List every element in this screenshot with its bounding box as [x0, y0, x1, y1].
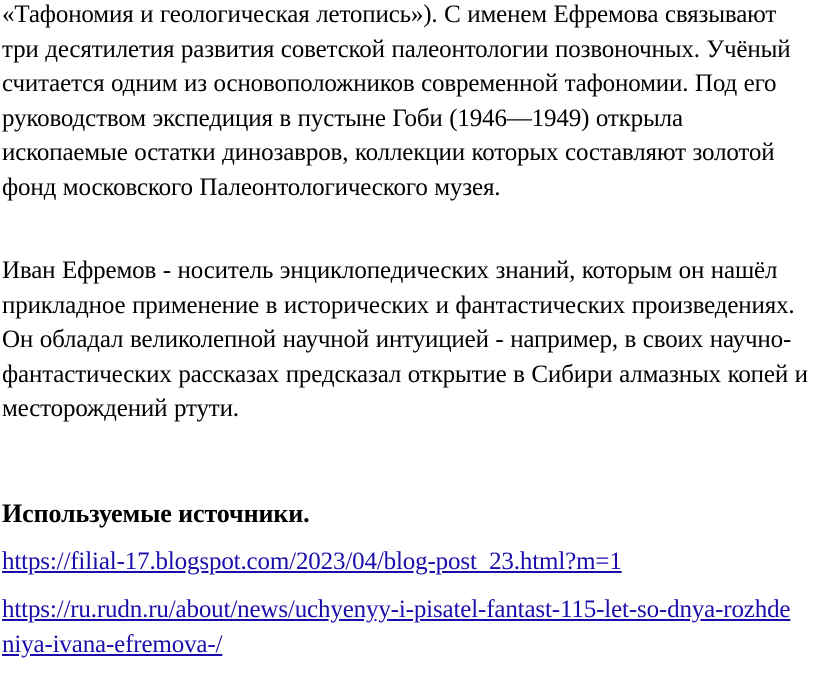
- source-link-rudn[interactable]: https://ru.rudn.ru/about/news/uchyenyy-i-pisatel-fantast-115-let-so-dnya-rozhdeniya-ivana-efremova-/: [2, 596, 791, 658]
- paragraph-efremov-paleontology: «Тафономия и геологическая летопись»). С именем Ефремова связывают три десятилетия развития советской палеонтологии позвоночных. Учёный считается одним из основоположников современной тафономии. Под его руководством экспедиция в пустыне Гоби (1946—1949) открыла ископаемые остатки динозавров, коллекции которых составляют золотой фонд московского Палеонтологического музея.: [2, 1, 791, 201]
- paragraph-efremov-knowledge: Иван Ефремов - носитель энциклопедических знаний, которым он нашёл прикладное применение в исторических и фантастических произведениях. Он обладал великолепной научной интуицией - например, в своих научно-фантастических рассказах предсказал открытие в Сибири алмазных копей и месторождений ртути.: [2, 257, 808, 422]
- source-link-blogspot[interactable]: https://filial-17.blogspot.com/2023/04/blog-post_23.html?m=1: [2, 548, 622, 575]
- sources-heading: Используемые источники.: [2, 499, 310, 528]
